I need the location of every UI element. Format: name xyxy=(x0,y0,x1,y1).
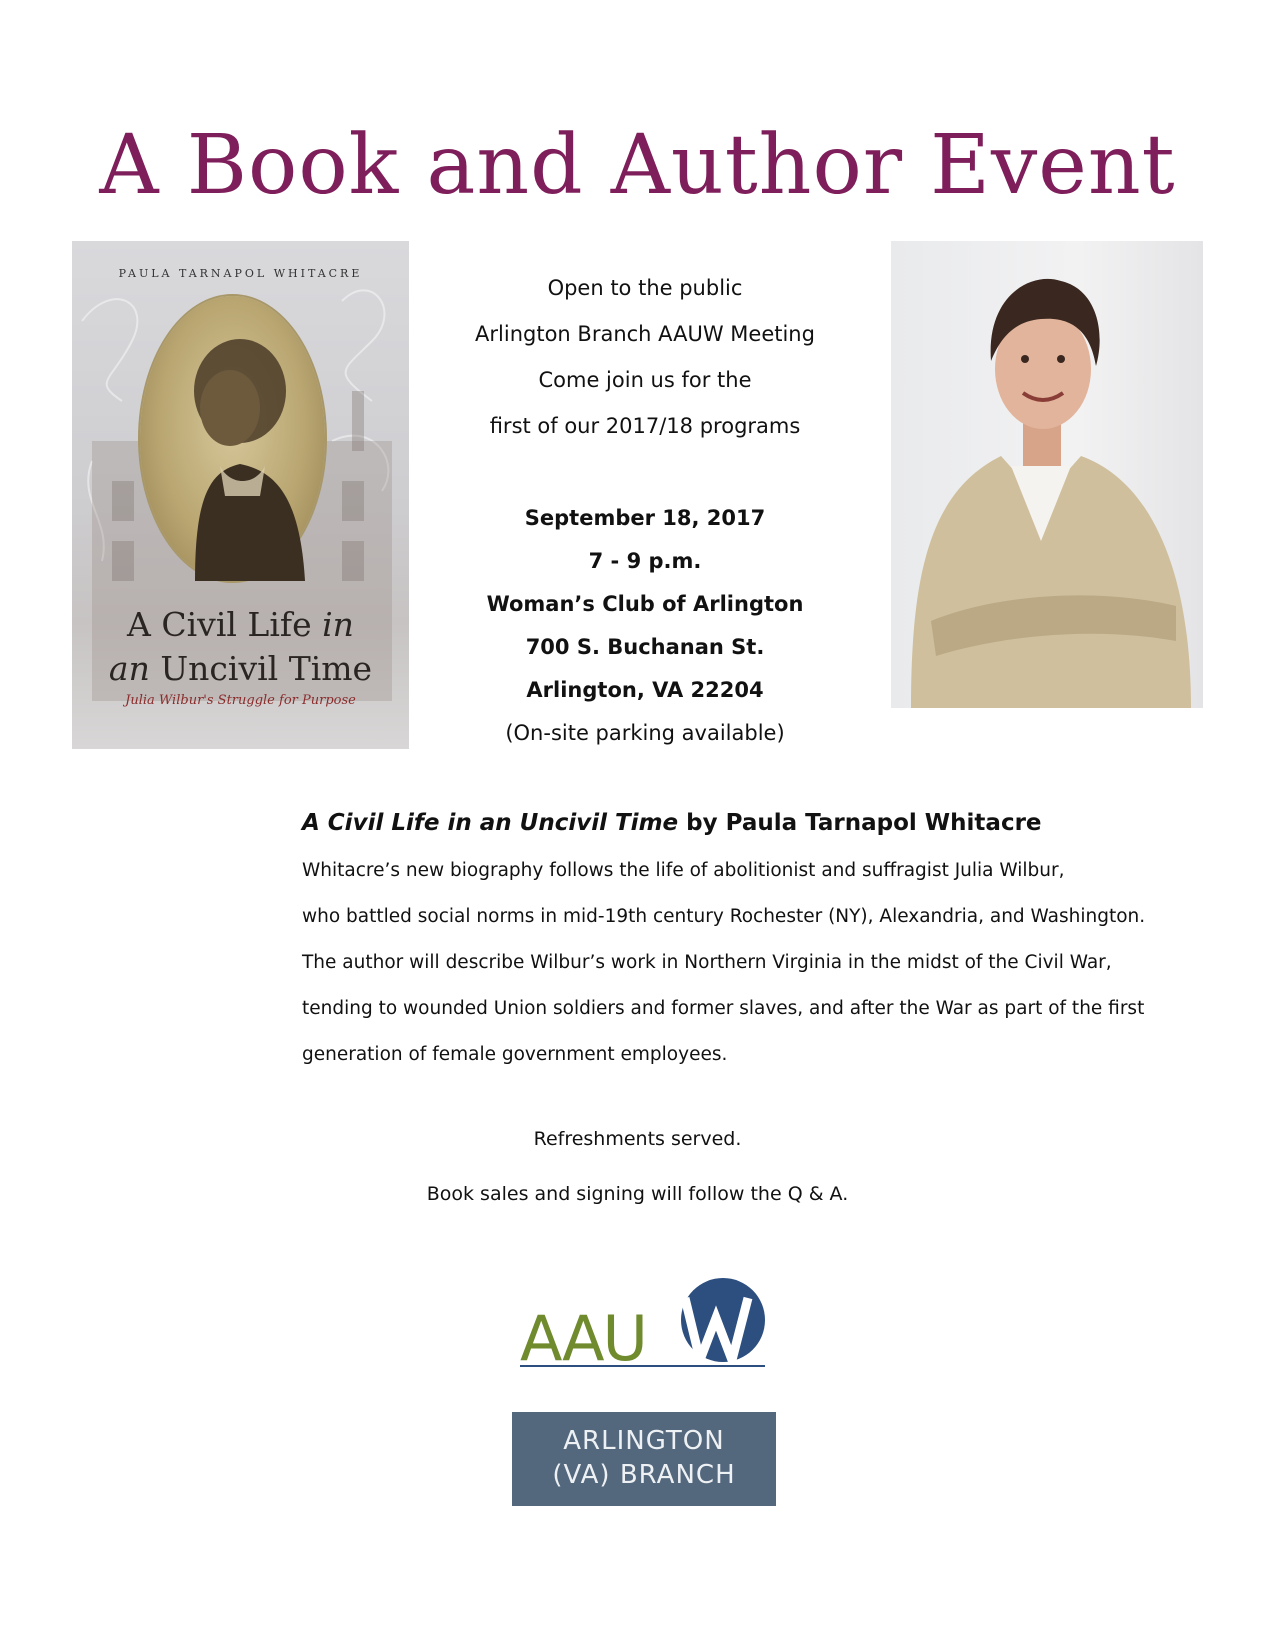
byline: by Paula Tarnapol Whitacre xyxy=(678,810,1042,836)
event-details xyxy=(430,270,860,761)
cover-title xyxy=(72,603,409,691)
event-city: Arlington, VA 22204 xyxy=(526,678,764,702)
book-cover-image xyxy=(72,241,409,749)
cover-title-italic: an xyxy=(108,649,150,688)
cover-subtitle: Julia Wilbur's Struggle for Purpose xyxy=(125,693,356,708)
aauw-logo xyxy=(520,1278,770,1373)
intro-line: Arlington Branch AAUW Meeting xyxy=(475,322,815,346)
cover-author-name: PAULA TARNAPOL WHITACRE xyxy=(118,267,363,280)
event-title: A Book and Author Event xyxy=(99,118,1176,213)
parking-note: (On-site parking available) xyxy=(505,721,785,745)
cover-title-part: A Civil Life xyxy=(127,605,323,644)
intro-line: first of our 2017/18 programs xyxy=(489,414,801,438)
cover-title-italic: in xyxy=(322,605,354,644)
branch-badge xyxy=(512,1412,776,1506)
event-date: September 18, 2017 xyxy=(524,506,766,530)
aauw-logo-mark xyxy=(520,1278,770,1373)
description-line: tending to wounded Union soldiers and former slaves, and after the War as part of the first xyxy=(302,998,1145,1019)
branch-line: (VA) BRANCH xyxy=(552,1460,736,1490)
refreshments-note: Refreshments served. xyxy=(533,1128,742,1150)
event-time: 7 - 9 p.m. xyxy=(588,549,702,573)
author-photo xyxy=(891,241,1203,708)
description-line: who battled social norms in mid-19th century Rochester (NY), Alexandria, and Washington. xyxy=(302,906,1146,927)
description-heading xyxy=(302,810,1202,836)
description-line: The author will describe Wilbur’s work in Northern Virginia in the midst of the Civil War, xyxy=(302,952,1112,973)
intro-line: Open to the public xyxy=(547,276,743,300)
author-figure xyxy=(891,241,1203,708)
cover-portrait xyxy=(140,296,325,581)
cover-title-part: Uncivil Time xyxy=(149,649,373,688)
book-sales-note: Book sales and signing will follow the Q & A. xyxy=(426,1183,849,1205)
event-street: 700 S. Buchanan St. xyxy=(525,635,765,659)
svg-text:AAU: AAU xyxy=(520,1302,646,1373)
description-line: Whitacre’s new biography follows the life of abolitionist and suffragist Julia Wilbur, xyxy=(302,860,1065,881)
portrait-figure xyxy=(140,296,325,581)
book-title: A Civil Life in an Uncivil Time xyxy=(302,810,679,836)
book-description xyxy=(302,810,1202,1088)
intro-line: Come join us for the xyxy=(538,368,752,392)
description-line: generation of female government employees. xyxy=(302,1044,728,1065)
event-venue: Woman’s Club of Arlington xyxy=(486,592,804,616)
branch-line: ARLINGTON xyxy=(563,1426,725,1456)
